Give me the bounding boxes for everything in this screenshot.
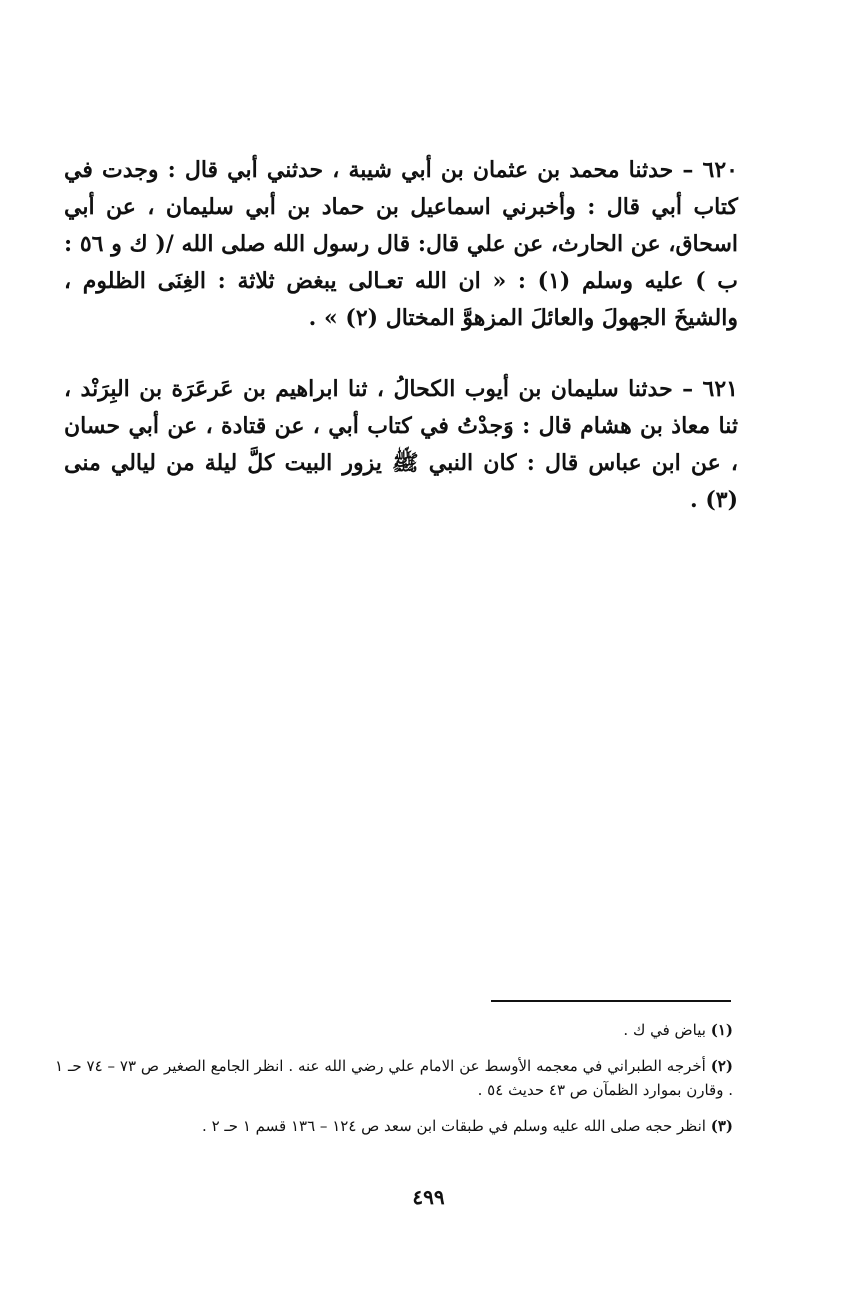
- footnote-2-number: (٢): [710, 1057, 734, 1075]
- footnote-2-text: أخرجه الطبراني في معجمه الأوسط عن الامام علي رضي الله عنه . انظر الجامع الصغير ص ٧٣ – ٧٤ حـ ١ . وقارن بموارد الظمآن ص ٤٣ حديث ٥٤ .: [55, 1057, 733, 1099]
- footnote-3-number: (٣): [710, 1117, 733, 1135]
- footnote-3: [55, 1114, 733, 1138]
- footnotes-section: [55, 1018, 733, 1150]
- footnote-2: [55, 1054, 733, 1102]
- hadith-621-paragraph: ٦٢١ – حدثنا سليمان بن أيوب الكحالُ ، ثنا ابراهيم بن عَرعَرَة بن البِرَنْد ، ثنا معاذ بن هشام قال : وَجدْتُ في كتاب أبي ، عن قتادة ، عن أبي حسان ، عن ابن عباس قال : كان النبي ﷺ يزور البيت كلَّ ليلة من ليالي منى (٣) .: [64, 376, 738, 513]
- hadith-620-paragraph: ٦٢٠ – حدثنا محمد بن عثمان بن أبي شيبة ، حدثني أبي قال : وجدت في كتاب أبي قال : وأخبرني اسماعيل بن حماد بن أبي سليمان ، عن أبي اسحاق، عن الحارث، عن علي قال: قال رسول الله صلى الله /( ك و ٥٦ : ب ) عليه وسلم (١) : « ان الله تعـالى يبغض ثلاثة : الغِنَى الظلوم ، والشيخَ الجهولَ والعائلَ المزهوَّ المختال (٢) » .: [64, 157, 738, 331]
- footnote-1: [55, 1018, 733, 1042]
- page-number: ٤٩٩: [412, 1185, 445, 1209]
- footnote-1-text: بياض في ك .: [623, 1021, 706, 1039]
- footnote-1-number: (١): [710, 1021, 733, 1039]
- footnote-separator: [491, 1000, 731, 1002]
- footnote-3-text: انظر حجه صلى الله عليه وسلم في طبقات ابن سعد ص ١٢٤ – ١٣٦ قسم ١ حـ ٢ .: [202, 1117, 706, 1135]
